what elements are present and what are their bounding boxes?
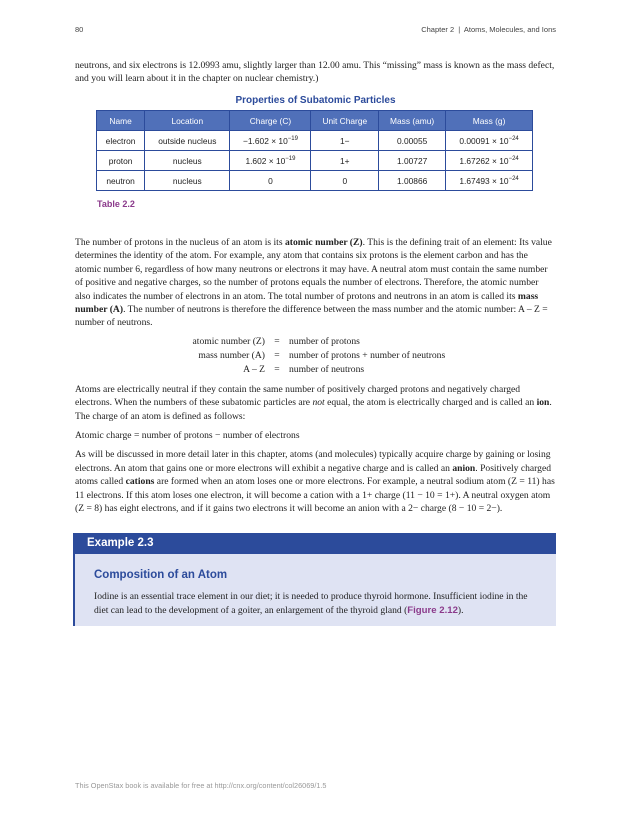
text-run: . The charge of an atom is defined as follows: xyxy=(75,397,552,422)
main-body xyxy=(75,236,556,520)
table-caption: Table 2.2 xyxy=(97,199,135,209)
cell-name: neutron xyxy=(97,171,145,191)
mass-base: 1.67262 xyxy=(459,155,490,166)
times-sign: × xyxy=(492,135,497,146)
charge-exponent: −19 xyxy=(285,155,296,162)
col-header-mass-g: Mass (g) xyxy=(446,111,533,131)
cell-charge: $-1.602 \times 10^{-19}$ xyxy=(230,131,311,151)
figure-link[interactable]: Figure 2.12 xyxy=(407,605,458,616)
text-run: As will be discussed in more detail later in this chapter, atoms (and molecules) typically acquire charge by gaining or losing electrons. An atom that gains one or more electrons will exhibit a negative charge and is called an xyxy=(75,449,551,474)
col-header-mass-amu: Mass (amu) xyxy=(379,111,446,131)
chapter-header xyxy=(421,25,556,34)
paragraph-atomic-number xyxy=(75,236,556,330)
paragraph-ion xyxy=(75,383,556,423)
page-footer: This OpenStax book is available for free at http://cnx.org/content/col26069/1.5 xyxy=(75,781,327,790)
example-left-border xyxy=(73,554,75,626)
example-box xyxy=(73,533,556,626)
text-run: . The number of neutrons is therefore the difference between the mass number and the atomic number: A – Z = number of neutrons. xyxy=(75,304,548,329)
text-run: equal, the atom is electrically charged and is called an xyxy=(324,397,537,409)
equation-row xyxy=(75,363,556,377)
charge-exponent: −19 xyxy=(287,135,298,142)
equation-row xyxy=(75,349,556,363)
mass-exponent: −24 xyxy=(508,155,519,162)
table-row xyxy=(97,171,533,191)
col-header-charge: Charge (C) xyxy=(230,111,311,131)
intro-text: neutrons, and six electrons is 12.0993 amu, slightly larger than 12.00 amu. This “missing” mass is known as the mass defect, and you will learn about it in the chapter on nuclear chemistry.) xyxy=(75,60,555,85)
cell-location: nucleus xyxy=(145,171,230,191)
term-cations: cations xyxy=(125,476,155,488)
emphasis-not: not xyxy=(312,397,325,409)
text-run: . This is the defining trait of an element: Its value determines the identity of the atom. For example, any atom that contains six protons is the element carbon and has the atomic number 6, regardless of how many neutrons or electrons it may have. A neutral atom must contain the same number of positive and negative charges, so the number of protons equals the number of electrons. Therefore, the atomic number also indicates the number of electrons in an atom. The total number of protons and neutrons in an atom is called its xyxy=(75,237,552,302)
cell-mass-amu: 1.00866 xyxy=(379,171,446,191)
text-run: The number of protons in the nucleus of an atom is its xyxy=(75,237,285,248)
equation-operator: = xyxy=(274,335,280,347)
cell-location: nucleus xyxy=(145,151,230,171)
paragraph-anion-cation xyxy=(75,448,556,515)
charge-base: −1.602 xyxy=(243,135,269,146)
cell-unit-charge: 1+ xyxy=(311,151,379,171)
example-label: Example 2.3 xyxy=(73,533,556,554)
mass-exponent: −24 xyxy=(508,175,519,182)
col-header-name: Name xyxy=(97,111,145,131)
text-run: Iodine is an essential trace element in our diet; it is needed to produce thyroid hormone. Insufficient iodine in the diet can lead to the development of a goiter, an enlargement of the thyroid gland ( xyxy=(94,591,528,616)
cell-name: proton xyxy=(97,151,145,171)
cell-mass-g: $0.00091 \times 10^{-24}$ xyxy=(446,131,533,151)
chapter-title: Atoms, Molecules, and Ions xyxy=(463,25,556,34)
equation-rhs: number of neutrons xyxy=(289,363,365,375)
term-mass-number: mass number (A) xyxy=(75,290,539,316)
equation-lhs: mass number (A) xyxy=(198,349,265,361)
col-header-unit-charge: Unit Charge xyxy=(311,111,379,131)
col-header-location: Location xyxy=(145,111,230,131)
equation-rhs: number of protons + number of neutrons xyxy=(289,349,446,361)
intro-paragraph xyxy=(75,59,556,90)
equation-block xyxy=(75,335,556,377)
table-row xyxy=(97,151,533,171)
cell-charge: $1.602 \times 10^{-19}$ xyxy=(230,151,311,171)
atomic-charge-formula: Atomic charge = number of protons − number of electrons xyxy=(75,430,300,442)
times-sign: × xyxy=(268,155,274,166)
cell-unit-charge: 0 xyxy=(311,171,379,191)
subatomic-table xyxy=(96,110,533,191)
mass-base: 1.67493 xyxy=(459,175,490,186)
charge-base: 1.602 xyxy=(245,155,267,166)
equation-rhs: number of protons xyxy=(289,335,360,347)
text-run: are formed when an atom loses one or more electrons. For example, a neutral sodium atom (Z = 11) has 11 electrons. If this atom loses one electron, it will become a cation with a 1+ charge (11 − 10 = 1+). A neutral oxygen atom (Z = 8) has eight electrons, and if it gains two electrons it will become an anion with a 2− charge (8 − 10 = 2−). xyxy=(75,476,555,515)
table-title: Properties of Subatomic Particles xyxy=(235,95,396,106)
table-row xyxy=(97,131,533,151)
equation-lhs: A – Z xyxy=(243,363,265,375)
times-sign: × xyxy=(271,135,277,146)
page-number: 80 xyxy=(75,25,84,34)
example-title: Composition of an Atom xyxy=(94,569,228,581)
cell-mass-g: $1.67493 \times 10^{-24}$ xyxy=(446,171,533,191)
cell-mass-g: $1.67262 \times 10^{-24}$ xyxy=(446,151,533,171)
equation-lhs: atomic number (Z) xyxy=(192,335,265,347)
term-ion: ion xyxy=(536,397,550,409)
example-text xyxy=(94,590,544,618)
text-run: Atoms are electrically neutral if they contain the same number of positively charged protons and negatively charged electrons. When the numbers of these subatomic particles are xyxy=(75,383,521,409)
equation-operator: = xyxy=(274,349,280,361)
term-anion: anion xyxy=(452,462,476,474)
term-atomic-number: atomic number (Z) xyxy=(284,237,363,248)
cell-location: outside nucleus xyxy=(145,131,230,151)
equation-row xyxy=(75,335,556,349)
text-run: ). xyxy=(457,605,464,616)
text-run: . Positively charged atoms called xyxy=(75,462,552,488)
cell-unit-charge: 1− xyxy=(311,131,379,151)
cell-mass-amu: 0.00055 xyxy=(379,131,446,151)
times-sign: × xyxy=(492,155,497,166)
chapter-label: Chapter 2 xyxy=(421,25,455,34)
cell-charge: 0 xyxy=(230,171,311,191)
times-sign: × xyxy=(492,175,497,186)
cell-mass-amu: 1.00727 xyxy=(379,151,446,171)
equation-operator: = xyxy=(274,363,280,375)
table-header-row xyxy=(97,111,533,131)
mass-base: 0.00091 xyxy=(459,135,490,146)
cell-name: electron xyxy=(97,131,145,151)
header-separator: | xyxy=(458,25,461,34)
mass-exponent: −24 xyxy=(508,135,519,142)
